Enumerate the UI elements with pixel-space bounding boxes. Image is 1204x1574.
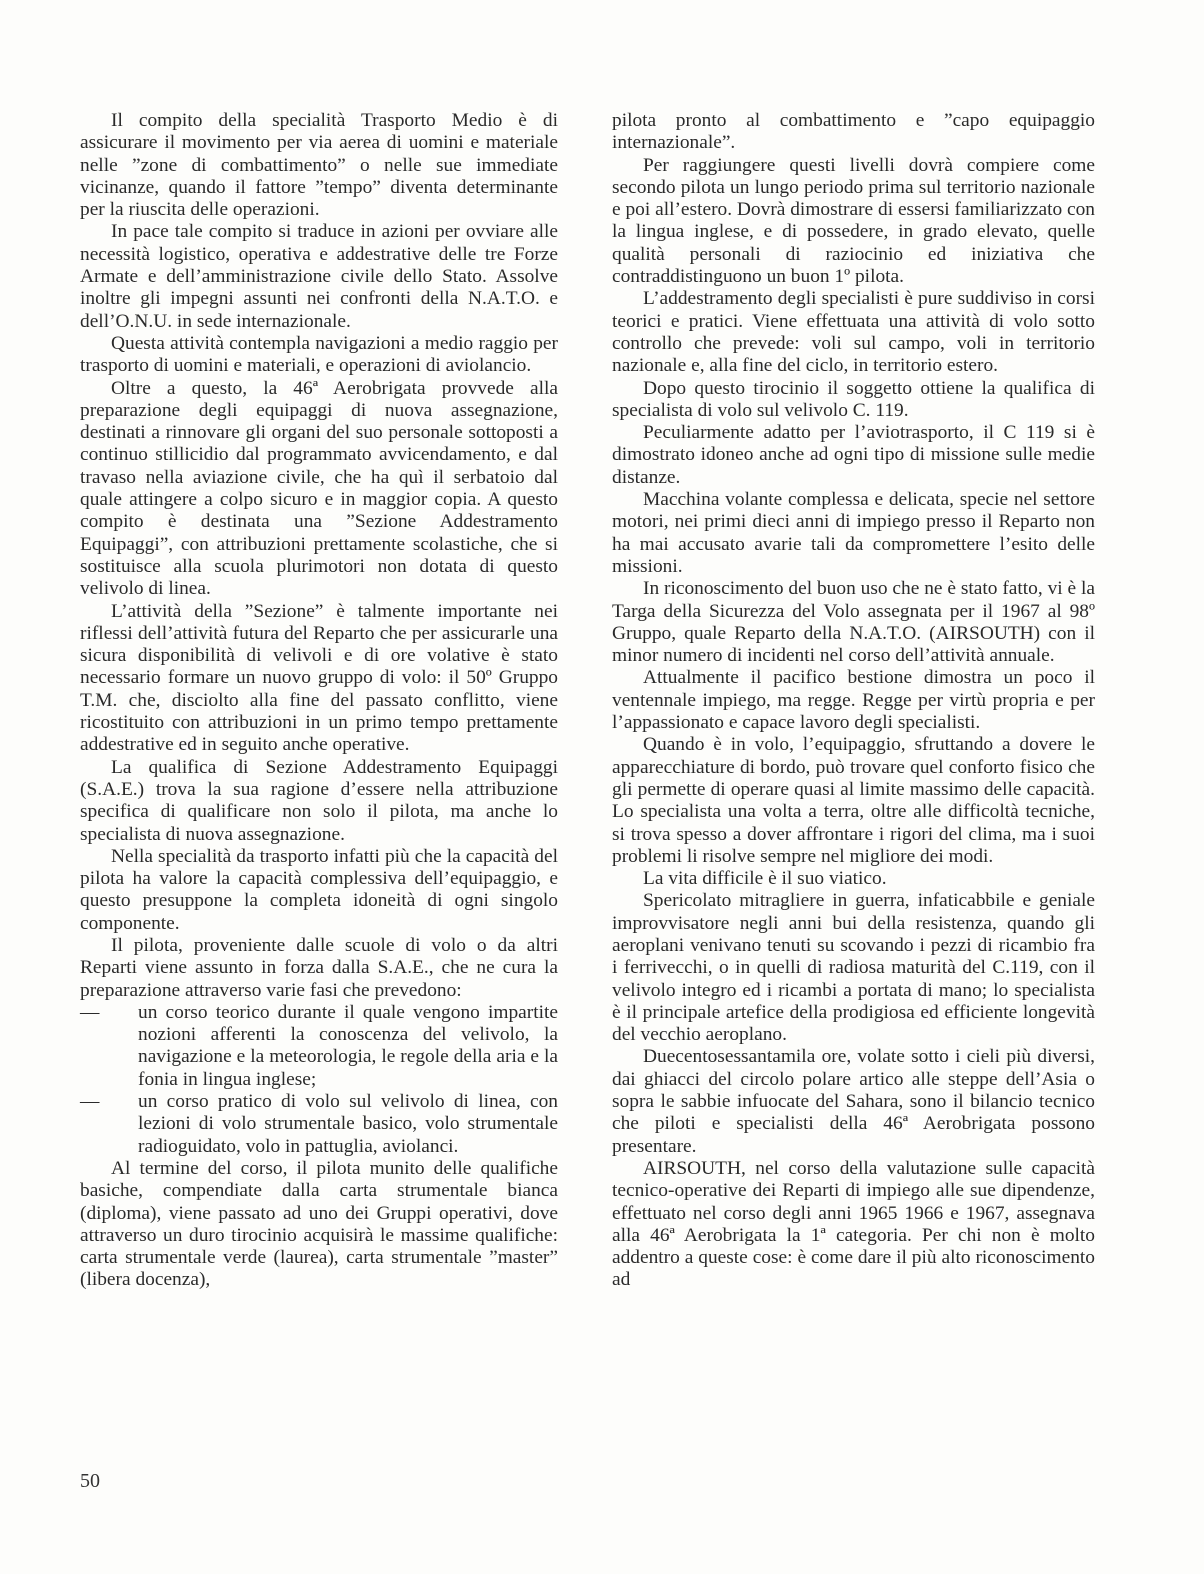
paragraph: Attualmente il pacifico bestione dimostra un poco il ventennale impiego, ma regge. Regge per virtù propria e per l’appassionato e capace lavoro degli specialisti. [612, 667, 1095, 734]
list-item [80, 1002, 558, 1091]
list-item-text: un corso pratico di volo sul velivolo di linea, con lezioni di volo strumentale basico, volo strumentale radioguidato, volo in pattuglia, aviolanci. [138, 1091, 558, 1157]
dash-bullet: — [80, 1001, 100, 1023]
paragraph: Il compito della specialità Trasporto Medio è di assicurare il movimento per via aerea di uomini e materiale nelle ”zone di combattimento” o nelle sue immediate vicinanze, quando il fattore ”tempo” diventa determinante per la riuscita delle operazioni. [80, 110, 558, 221]
paragraph: L’addestramento degli specialisti è pure suddiviso in corsi teorici e pratici. Viene effettuata una attività di volo sotto controllo che prevede: voli sul campo, voli in territorio nazionale e, alla fine del ciclo, in territorio estero. [612, 288, 1095, 377]
left-text-column [80, 110, 558, 1292]
paragraph: Al termine del corso, il pilota munito delle qualifiche basiche, compendiate dalla carta strumentale bianca (diploma), viene passato ad uno dei Gruppi operativi, dove attraverso un duro tirocinio acquisirà le massime qualifiche: carta strumentale verde (laurea), carta strumentale ”master” (libera docenza), [80, 1157, 558, 1291]
paragraph: La vita difficile è il suo viatico. [643, 868, 887, 890]
paragraph: Peculiarmente adatto per l’aviotrasporto, il C 119 si è dimostrato idoneo anche ad ogni tipo di missione sulle medie distanze. [612, 422, 1095, 488]
paragraph: Oltre a questo, la 46ª Aerobrigata provvede alla preparazione degli equipaggi di nuova assegnazione, destinati a rinnovare gli organi del suo personale sottoposti a continuo stillicidio dal programmato avvicendamento, e dal travaso nella aviazione civile, che ha quì il serbatoio dal quale attingere a colpo sicuro e in maggior copia. A questo compito è destinata una ”Sezione Addestramento Equipaggi”, con attribuzioni prettamente scolastiche, che si sostituisce alla scuola plurimotori non dotata di questo velivolo di linea. [80, 377, 558, 600]
right-text-column [612, 110, 1095, 1292]
paragraph: Duecentosessantamila ore, volate sotto i cieli più diversi, dai ghiacci del circolo polare artico alle steppe dell’Asia o sopra le sabbie infuocate del Sahara, sono il bilancio tecnico che piloti e specialisti della 46ª Aerobrigata possono presentare. [612, 1046, 1095, 1157]
paragraph: Il pilota, proveniente dalle scuole di volo o da altri Reparti viene assunto in forza dalla S.A.E., che ne cura la preparazione attraverso varie fasi che prevedono: [80, 934, 558, 1001]
list-item-text: un corso teorico durante il quale vengono impartite nozioni afferenti la conoscenza del velivolo, la navigazione e la meteorologia, le regole della aria e la fonia in lingua inglese; [138, 1001, 558, 1090]
paragraph: Nella specialità da trasporto infatti più che la capacità del pilota ha valore la capacità complessiva dell’equipaggio, e questo presuppone la completa idoneità di ogni singolo componente. [80, 845, 558, 934]
paragraph: AIRSOUTH, nel corso della valutazione sulle capacità tecnico-operative dei Reparti di impiego alle sue dipendenze, effettuato nel corso degli anni 1965 1966 e 1967, assegnava alla 46ª Aerobrigata la 1ª categoria. Per chi non è molto addentro a queste cose: è come dare il più alto riconoscimento ad [612, 1157, 1095, 1291]
page-number: 50 [80, 1470, 100, 1492]
paragraph: Per raggiungere questi livelli dovrà compiere come secondo pilota un lungo periodo prima sul territorio nazionale e poi all’estero. Dovrà dimostrare di essersi familiarizzato con la lingua inglese, e di possedere, in grado elevato, quelle qualità personali di raziocinio ed iniziativa che contraddistinguono un buon 1º pilota. [612, 154, 1095, 288]
phase-list [80, 1002, 558, 1158]
paragraph: Macchina volante complessa e delicata, specie nel settore motori, nei primi dieci anni di impiego presso il Reparto non ha mai accusato avarie tali da compromettere l’esito delle missioni. [612, 489, 1095, 577]
list-item [80, 1091, 558, 1158]
paragraph: Questa attività contempla navigazioni a medio raggio per trasporto di uomini e materiali, e operazioni di aviolancio. [80, 332, 558, 377]
paragraph: Spericolato mitragliere in guerra, infaticabbile e geniale improvvisatore negli anni bui della resistenza, quando gli aeroplani venivano tenuti su scovando i pezzi di ricambio fra i ferrivecchi, o in quelli di radiosa maturità del C.119, con il velivolo integro ed i ricambi a portata di mano; lo specialista è il principale artefice della prodigiosa ed efficiente longevità del vecchio aeroplano. [612, 890, 1095, 1046]
paragraph-continuation: pilota pronto al combattimento e ”capo equipaggio internazionale”. [612, 110, 1095, 154]
paragraph: La qualifica di Sezione Addestramento Equipaggi (S.A.E.) trova la sua ragione d’essere nella attribuzione specifica di qualificare non solo il pilota, ma anche lo specialista di nuova assegnazione. [80, 756, 558, 845]
paragraph: In pace tale compito si traduce in azioni per ovviare alle necessità logistico, operativa e addestrative delle tre Forze Armate e dell’amministrazione civile dello Stato. Assolve inoltre gli impegni assunti nei confronti della N.A.T.O. e dell’O.N.U. in sede internazionale. [80, 221, 558, 332]
paragraph: Quando è in volo, l’equipaggio, sfruttando a dovere le apparecchiature di bordo, può trovare quel conforto fisico che gli permette di operare quasi al limite massimo delle capacità. Lo specialista una volta a terra, oltre alle difficoltà tecniche, si trova spesso a dover affrontare i rigori del clima, ma i suoi problemi li risolve sempre nel migliore dei modi. [612, 734, 1095, 867]
paragraph: L’attività della ”Sezione” è talmente importante nei riflessi dell’attività futura del Reparto che per assicurarle una sicura disponibilità di velivoli e di ore volative è stato necessario formare un nuovo gruppo di volo: il 50º Gruppo T.M. che, disciolto alla fine del passato conflitto, viene ricostituito con attribuzioni in un primo tempo prettamente addestrative ed in seguito anche operative. [80, 600, 558, 756]
dash-bullet: — [80, 1091, 100, 1113]
paragraph: In riconoscimento del buon uso che ne è stato fatto, vi è la Targa della Sicurezza del Volo assegnata per il 1967 al 98º Gruppo, quale Reparto della N.A.T.O. (AIRSOUTH) con il minor numero di incidenti nel corso dell’attività annuale. [612, 578, 1095, 667]
paragraph: Dopo questo tirocinio il soggetto ottiene la qualifica di specialista di volo sul velivolo C. 119. [612, 377, 1095, 421]
